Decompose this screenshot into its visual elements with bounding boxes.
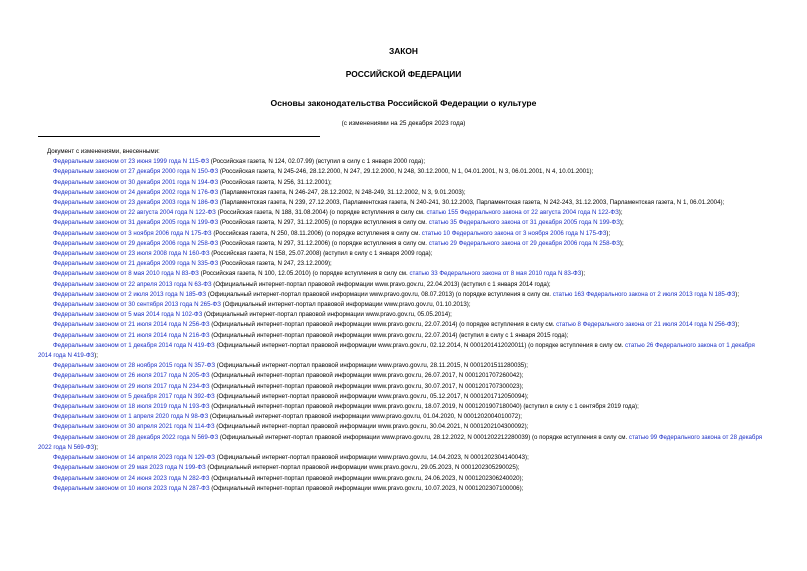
amendment-article-link[interactable]: статью 33 Федерального закона от 8 мая 2010 года N 83-ФЗ: [409, 270, 582, 278]
amendment-item: [38, 167, 770, 177]
amendment-source-text: (Официальный интернет-портал правовой информации www.pravo.gov.ru, 26.07.2017, N 0001201707260042);: [209, 372, 524, 380]
amendment-law-link[interactable]: Федеральным законом от 30 апреля 2021 года N 114-ФЗ: [53, 423, 215, 431]
amendment-law-link[interactable]: Федеральным законом от 23 июня 1999 года N 115-ФЗ: [53, 158, 210, 166]
amendment-law-link[interactable]: Федеральным законом от 21 декабря 2009 года N 335-ФЗ: [53, 260, 219, 268]
amendment-source-text: (Официальный интернет-портал правовой информации www.pravo.gov.ru, 24.06.2023, N 0001202306240020);: [209, 474, 524, 482]
amendment-source-text: (Официальный интернет-портал правовой информации www.pravo.gov.ru, 22.04.2013) (вступил с 1 января 2014 года);: [211, 280, 551, 288]
amendment-law-link[interactable]: Федеральным законом от 1 апреля 2020 года N 98-ФЗ: [53, 413, 209, 421]
amendment-item: [38, 178, 770, 188]
amendment-item: [38, 382, 770, 392]
amendment-law-link[interactable]: Федеральным законом от 29 июля 2017 года N 234-ФЗ: [53, 382, 210, 390]
amendment-law-link[interactable]: Федеральным законом от 21 июля 2014 года N 216-ФЗ: [53, 331, 210, 339]
amendment-item: [38, 433, 770, 453]
amendment-item: [38, 198, 770, 208]
amendment-law-link[interactable]: Федеральным законом от 31 декабря 2005 года N 199-ФЗ: [53, 219, 219, 227]
amendment-item: [38, 218, 770, 228]
amendment-source-text: (Официальный интернет-портал правовой информации www.pravo.gov.ru, 02.12.2014, N 0001201412020011) (о порядке вступления в силу см.: [214, 341, 626, 349]
amendment-source-text: (Российская газета, N 297, 31.12.2005) (о порядке вступления в силу см.: [218, 219, 429, 227]
amendment-law-link[interactable]: Федеральным законом от 29 мая 2023 года N 199-ФЗ: [53, 464, 206, 472]
amendment-source-text: (Российская газета, N 256, 31.12.2001);: [218, 178, 332, 186]
amendment-closing-text: );: [94, 352, 99, 360]
amendment-law-link[interactable]: Федеральным законом от 14 апреля 2023 года N 129-ФЗ: [53, 454, 216, 462]
amendment-item: [38, 269, 770, 279]
amendment-law-link[interactable]: Федеральным законом от 29 декабря 2006 года N 258-ФЗ: [53, 239, 219, 247]
amendment-item: [38, 239, 770, 249]
amendment-item: [38, 422, 770, 432]
amendment-source-text: (Российская газета, N 100, 12.05.2010) (о порядке вступления в силу см.: [198, 270, 410, 278]
amendment-item: [38, 474, 770, 484]
amendment-closing-text: );: [94, 443, 99, 451]
amendment-closing-text: );: [619, 239, 624, 247]
amendment-law-link[interactable]: Федеральным законом от 24 декабря 2002 года N 176-ФЗ: [53, 188, 219, 196]
amendment-closing-text: );: [606, 229, 611, 237]
amendment-item: [38, 188, 770, 198]
amendment-item: [38, 229, 770, 239]
amendment-source-text: (Российская газета, N 158, 25.07.2008) (вступил в силу с 1 января 2009 года);: [209, 250, 433, 258]
amendments-intro: Документ с изменениями, внесенными:: [47, 148, 160, 155]
amendment-item: [38, 361, 770, 371]
amendment-source-text: (Российская газета, N 297, 31.12.2006) (о порядке вступления в силу см.: [218, 239, 429, 247]
amendment-item: [38, 453, 770, 463]
amendment-law-link[interactable]: Федеральным законом от 5 мая 2014 года N 102-ФЗ: [53, 311, 203, 319]
amendment-item: [38, 412, 770, 422]
amendment-article-link[interactable]: статью 26 Федерального закона от 1 декабря 2014 года N 419-ФЗ: [38, 341, 755, 360]
amendment-law-link[interactable]: Федеральным законом от 23 декабря 2003 года N 186-ФЗ: [53, 199, 219, 207]
document-title: Основы законодательства Российской Федерации о культуре: [270, 98, 537, 108]
amendment-source-text: (Парламентская газета, N 246-247, 28.12.2002, N 248-249, 31.12.2002, N 3, 9.01.2003);: [218, 188, 466, 196]
amendment-source-text: (Официальный интернет-портал правовой информации www.pravo.gov.ru, 30.07.2017, N 0001201707300023);: [209, 382, 524, 390]
amendments-list: [38, 157, 770, 494]
amendment-item: [38, 290, 770, 300]
amendment-law-link[interactable]: Федеральным законом от 2 июля 2013 года N 185-ФЗ: [53, 290, 207, 298]
amendment-source-text: (Российская газета, N 188, 31.08.2004) (о порядке вступления в силу см.: [215, 209, 427, 217]
amendment-law-link[interactable]: Федеральным законом от 30 декабря 2001 года N 194-ФЗ: [53, 178, 219, 186]
amendment-law-link[interactable]: Федеральным законом от 22 августа 2004 года N 122-ФЗ: [53, 209, 216, 217]
amendment-law-link[interactable]: Федеральным законом от 18 июля 2019 года N 193-ФЗ: [53, 403, 210, 411]
amendment-source-text: (Официальный интернет-портал правовой информации www.pravo.gov.ru, 05.12.2017, N 0001201712050094);: [214, 392, 529, 400]
amendment-item: [38, 320, 770, 330]
amendment-source-text: (Официальный интернет-портал правовой информации www.pravo.gov.ru, 29.05.2023, N 0001202305290025);: [205, 464, 520, 472]
amendment-article-link[interactable]: статью 163 Федерального закона от 2 июля 2013 года N 185-ФЗ: [552, 290, 736, 298]
amendment-article-link[interactable]: статью 35 Федерального закона от 31 декабря 2005 года N 199-ФЗ: [428, 219, 620, 227]
amendment-law-link[interactable]: Федеральным законом от 10 июля 2023 года N 287-ФЗ: [53, 484, 210, 492]
amendment-item: [38, 341, 770, 361]
amendment-article-link[interactable]: статью 29 Федерального закона от 29 декабря 2006 года N 258-ФЗ: [428, 239, 620, 247]
amendment-source-text: (Официальный интернет-портал правовой информации www.pravo.gov.ru, 01.10.2013);: [220, 301, 471, 309]
amendment-article-link[interactable]: статью 10 Федерального закона от 3 ноября 2006 года N 175-ФЗ: [421, 229, 607, 237]
amendment-item: [38, 280, 770, 290]
amendment-law-link[interactable]: Федеральным законом от 8 мая 2010 года N 83-ФЗ: [53, 270, 199, 278]
amendment-source-text: (Официальный интернет-портал правовой информации www.pravo.gov.ru, 28.12.2022, N 0001202212280039) (о порядке вступления в силу см.: [218, 433, 629, 441]
amendment-article-link[interactable]: статью 155 Федерального закона от 22 августа 2004 года N 122-ФЗ: [426, 209, 619, 217]
amendment-article-link[interactable]: статью 99 Федерального закона от 28 декабря 2022 года N 569-ФЗ: [38, 433, 763, 451]
amendment-item: [38, 331, 770, 341]
amendment-closing-text: );: [581, 270, 586, 278]
amendment-law-link[interactable]: Федеральным законом от 22 апреля 2013 года N 63-ФЗ: [53, 280, 212, 288]
amendment-source-text: (Российская газета, N 247, 23.12.2009);: [218, 260, 332, 268]
amendment-source-text: (Официальный интернет-портал правовой информации www.pravo.gov.ru, 14.04.2023, N 0001202304140043);: [215, 454, 529, 462]
amendment-law-link[interactable]: Федеральным законом от 21 июля 2014 года N 256-ФЗ: [53, 321, 210, 329]
document-subtitle: (с изменениями на 25 декабря 2023 года): [341, 120, 466, 127]
amendment-item: [38, 402, 770, 412]
amendment-law-link[interactable]: Федеральным законом от 3 ноября 2006 года N 175-ФЗ: [53, 229, 212, 237]
amendment-law-link[interactable]: Федеральным законом от 27 декабря 2000 года N 150-ФЗ: [53, 168, 219, 176]
amendment-source-text: (Официальный интернет-портал правовой информации www.pravo.gov.ru, 22.07.2014) (вступил в силу с 1 января 2015 года);: [209, 331, 569, 339]
amendment-source-text: (Официальный интернет-портал правовой информации www.pravo.gov.ru, 30.04.2021, N 0001202104300092);: [214, 423, 529, 431]
amendment-item: [38, 259, 770, 269]
amendment-item: [38, 249, 770, 259]
amendment-law-link[interactable]: Федеральным законом от 26 июля 2017 года N 205-ФЗ: [53, 372, 210, 380]
amendment-source-text: (Официальный интернет-портал правовой информации www.pravo.gov.ru, 22.07.2014) (о порядке вступления в силу см.: [209, 321, 557, 329]
amendment-item: [38, 371, 770, 381]
amendment-law-link[interactable]: Федеральным законом от 23 июля 2008 года N 160-ФЗ: [53, 250, 210, 258]
amendment-item: [38, 484, 770, 494]
amendment-source-text: (Официальный интернет-портал правовой информации www.pravo.gov.ru, 28.11.2015, N 0001201511280035);: [215, 362, 528, 370]
amendment-law-link[interactable]: Федеральным законом от 24 июня 2023 года N 282-ФЗ: [53, 474, 210, 482]
amendment-law-link[interactable]: Федеральным законом от 5 декабря 2017 года N 392-ФЗ: [53, 392, 215, 400]
amendment-item: [38, 392, 770, 402]
amendment-source-text: (Официальный интернет-портал правовой информации www.pravo.gov.ru, 01.04.2020, N 0001202004010072);: [208, 413, 522, 421]
amendment-article-link[interactable]: статью 8 Федерального закона от 21 июля 2014 года N 256-ФЗ: [556, 321, 736, 329]
amendment-item: [38, 463, 770, 473]
amendment-source-text: (Российская газета, N 250, 08.11.2006) (о порядке вступления в силу см.: [211, 229, 422, 237]
law-heading: ЗАКОН: [389, 46, 418, 56]
amendment-source-text: (Российская газета, N 245-246, 28.12.2000, N 247, 29.12.2000, N 248, 30.12.2000, N 1, 04.01.2001, N 3, 06.01.2001, N 4, 10.01.2001);: [218, 168, 594, 176]
amendment-source-text: (Официальный интернет-портал правовой информации www.pravo.gov.ru, 08.07.2013) (о порядке вступления в силу см.: [206, 290, 553, 298]
amendment-law-link[interactable]: Федеральным законом от 30 сентября 2013 года N 265-ФЗ: [53, 301, 221, 309]
amendment-law-link[interactable]: Федеральным законом от 1 декабря 2014 года N 419-ФЗ: [53, 341, 215, 349]
amendment-item: [38, 157, 770, 167]
amendment-source-text: (Российская газета, N 124, 02.07.99) (вступил в силу с 1 января 2000 года);: [209, 158, 426, 166]
amendment-law-link[interactable]: Федеральным законом от 28 декабря 2022 года N 569-ФЗ: [53, 433, 219, 441]
amendment-source-text: (Официальный интернет-портал правовой информации www.pravo.gov.ru, 05.05.2014);: [202, 311, 452, 319]
amendment-item: [38, 300, 770, 310]
amendments-section: [38, 147, 770, 494]
amendment-closing-text: );: [618, 209, 623, 217]
amendment-source-text: (Парламентская газета, N 239, 27.12.2003, Парламентская газета, N 240-241, 30.12.2003, Парламентская газета, N 242-243, 31.12.2003, Парламентская газета, N 1, 06.01.2004);: [218, 199, 725, 207]
divider-line: [38, 136, 320, 137]
amendment-closing-text: );: [619, 219, 624, 227]
country-heading: РОССИЙСКОЙ ФЕДЕРАЦИИ: [345, 69, 462, 79]
amendment-source-text: (Официальный интернет-портал правовой информации www.pravo.gov.ru, 10.07.2023, N 0001202307100006);: [209, 484, 524, 492]
amendment-law-link[interactable]: Федеральным законом от 28 ноября 2015 года N 357-ФЗ: [53, 362, 216, 370]
amendment-item: [38, 208, 770, 218]
amendment-item: [38, 310, 770, 320]
amendment-closing-text: );: [735, 321, 740, 329]
amendment-source-text: (Официальный интернет-портал правовой информации www.pravo.gov.ru, 18.07.2019, N 0001201907180040) (вступил в силу с 1 сентября 2019 года);: [209, 403, 639, 411]
amendment-closing-text: );: [735, 290, 740, 298]
